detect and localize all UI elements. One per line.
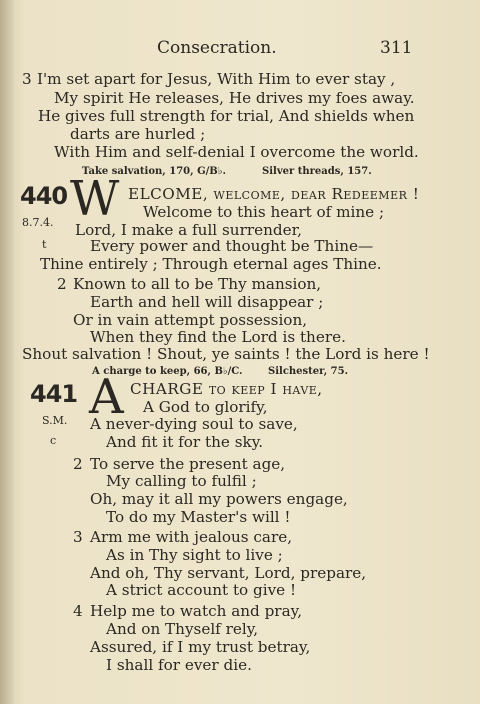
stanza-number: 3: [22, 70, 32, 88]
verse-line: I'm set apart for Jesus, With Him to ever stay ,: [37, 70, 396, 88]
verse-line: Thine entirely ; Through eternal ages Thine.: [40, 255, 382, 273]
verse-line: Shout salvation ! Shout, ye saints ! the Lord is here !: [22, 345, 430, 363]
verse-line: Welcome to this heart of mine ;: [143, 203, 385, 221]
stanza-number: 2: [57, 275, 67, 293]
verse-line: Arm me with jealous care,: [90, 528, 293, 546]
verse-line: And oh, Thy servant, Lord, prepare,: [90, 564, 367, 582]
verse-line: With Him and self-denial I overcome the world.: [54, 143, 419, 161]
verse-line: My calling to fulfil ;: [106, 472, 257, 490]
drop-cap: W: [70, 171, 120, 227]
first-line: ELCOME, welcome, dear Redeemer !: [128, 185, 420, 203]
hymn-number: 441: [30, 380, 78, 408]
hymn-number: 440: [20, 182, 68, 210]
verse-line: darts are hurled ;: [70, 125, 206, 143]
verse-line: I shall for ever die.: [106, 656, 252, 674]
meter: 8.7.4.: [22, 216, 54, 229]
verse-line: And on Thyself rely,: [106, 620, 259, 638]
verse-line: When they find the Lord is there.: [90, 328, 346, 346]
verse-line: Or in vain attempt possession,: [73, 311, 308, 329]
tune-reference: A charge to keep, 66, B♭/C.: [92, 366, 243, 377]
verse-line: He gives full strength for trial, And shields when: [38, 107, 415, 125]
meter: S.M.: [42, 414, 68, 427]
verse-line: A strict account to give !: [106, 581, 297, 599]
stanza-number: 4: [73, 602, 83, 620]
verse-line: Every power and thought be Thine—: [90, 237, 374, 255]
verse-line: A God to glorify,: [143, 398, 268, 416]
page-title: Consecration.: [157, 38, 277, 58]
stanza-number: 2: [73, 455, 83, 473]
drop-cap: A: [89, 369, 124, 425]
alt-tune-reference: Silver threads, 157.: [262, 166, 372, 177]
verse-line: And fit it for the sky.: [106, 433, 264, 451]
stanza-number: 3: [73, 528, 83, 546]
verse-line: To do my Master's will !: [106, 508, 291, 526]
verse-line: Help me to watch and pray,: [90, 602, 303, 620]
key-mark: c: [50, 434, 57, 447]
page-gutter: [0, 0, 14, 704]
first-line: CHARGE to keep I have,: [130, 380, 323, 398]
key-mark: t: [42, 238, 47, 251]
verse-line: As in Thy sight to live ;: [106, 546, 283, 564]
alt-tune-reference: Silchester, 75.: [268, 366, 349, 377]
verse-line: My spirit He releases, He drives my foes away.: [54, 89, 415, 107]
verse-line: Known to all to be Thy mansion,: [73, 275, 322, 293]
page-number: 311: [380, 38, 413, 58]
verse-line: A never-dying soul to save,: [90, 415, 298, 433]
verse-line: Earth and hell will disappear ;: [90, 293, 324, 311]
verse-line: To serve the present age,: [90, 455, 286, 473]
verse-line: Assured, if I my trust betray,: [90, 638, 311, 656]
tune-reference: Take salvation, 170, G/B♭.: [82, 166, 226, 177]
verse-line: Oh, may it all my powers engage,: [90, 490, 348, 508]
verse-line: Lord, I make a full surrender,: [75, 221, 302, 239]
